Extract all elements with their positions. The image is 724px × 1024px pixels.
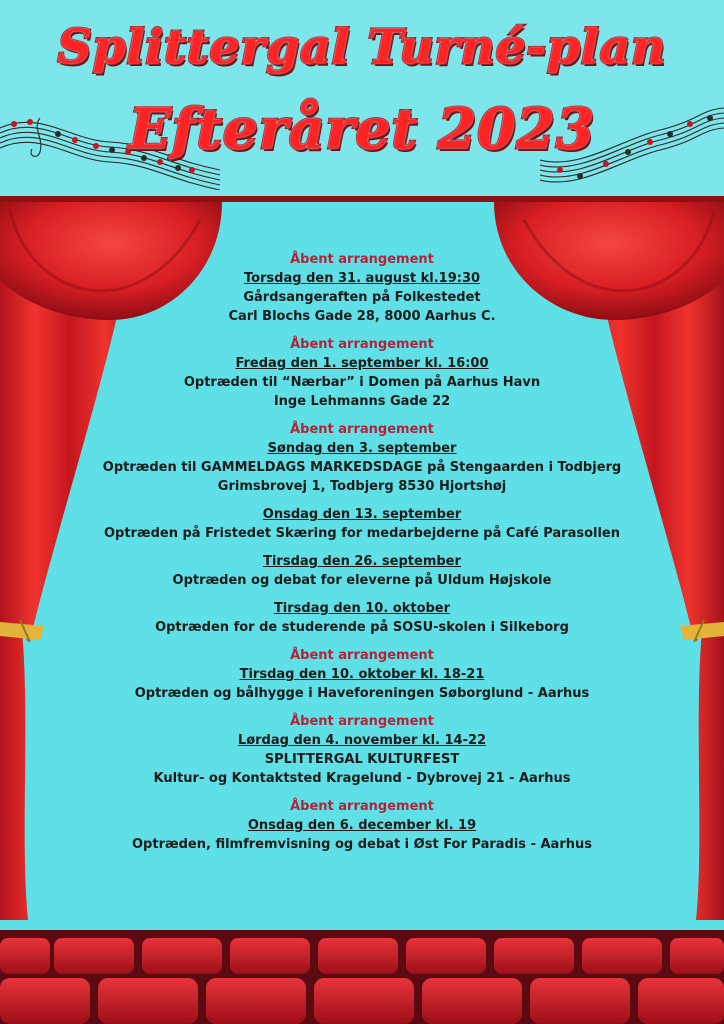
event-item <box>100 712 624 788</box>
event-date: Fredag den 1. september kl. 16:00 <box>235 356 489 371</box>
event-detail-line: Optræden og debat for eleverne på Uldum Højskole <box>172 573 552 588</box>
event-detail-line: Optræden for de studerende på SOSU-skolen i Silkeborg <box>155 620 569 635</box>
poster-title-line-2: Efteråret 2023 <box>128 96 596 161</box>
event-date: Torsdag den 31. august kl.19:30 <box>243 271 481 286</box>
event-item <box>100 599 624 637</box>
event-item <box>100 420 624 496</box>
event-date: Tirsdag den 10. oktober <box>273 601 451 616</box>
event-open-tag: Åbent arrangement <box>290 252 434 267</box>
event-detail-line: Optræden til “Nærbar” i Domen på Aarhus Havn <box>183 375 541 390</box>
event-item <box>100 797 624 854</box>
event-detail-line: Optræden på Fristedet Skæring for medarbejderne på Café Parasollen <box>103 526 621 541</box>
event-date: Onsdag den 6. december kl. 19 <box>247 818 477 833</box>
event-date: Lørdag den 4. november kl. 14-22 <box>237 733 487 748</box>
event-detail-line: Grimsbrovej 1, Todbjerg 8530 Hjortshøj <box>217 479 507 494</box>
event-date: Tirsdag den 26. september <box>263 554 461 569</box>
theater-seats-icon <box>0 930 724 1024</box>
event-detail-line: SPLITTERGAL KULTURFEST <box>264 752 460 767</box>
poster-title-line-1: Splittergal Turné-plan <box>57 20 667 75</box>
event-date: Tirsdag den 10. oktober kl. 18-21 <box>239 667 485 682</box>
event-open-tag: Åbent arrangement <box>290 337 434 352</box>
event-open-tag: Åbent arrangement <box>290 422 434 437</box>
event-detail-line: Kultur- og Kontaktsted Kragelund - Dybrovej 21 - Aarhus <box>153 771 571 786</box>
event-schedule <box>100 250 624 863</box>
event-detail-line: Inge Lehmanns Gade 22 <box>273 394 451 409</box>
event-detail-line: Optræden, filmfremvisning og debat i Øst For Paradis - Aarhus <box>132 837 592 852</box>
event-date: Onsdag den 13. september <box>262 507 462 522</box>
event-detail-line: Gårdsangeraften på Folkestedet <box>243 290 481 305</box>
event-item <box>100 552 624 590</box>
event-detail-line: Optræden til GAMMELDAGS MARKEDSDAGE på Stengaarden i Todbjerg <box>102 460 622 475</box>
event-open-tag: Åbent arrangement <box>290 714 434 729</box>
event-detail-line: Optræden og bålhygge i Haveforeningen Søborglund - Aarhus <box>134 686 590 701</box>
event-item <box>100 335 624 411</box>
event-open-tag: Åbent arrangement <box>290 799 434 814</box>
event-detail-line: Carl Blochs Gade 28, 8000 Aarhus C. <box>228 309 496 324</box>
event-item <box>100 250 624 326</box>
event-open-tag: Åbent arrangement <box>290 648 434 663</box>
event-item <box>100 646 624 703</box>
event-item <box>100 505 624 543</box>
event-date: Søndag den 3. september <box>267 441 457 456</box>
